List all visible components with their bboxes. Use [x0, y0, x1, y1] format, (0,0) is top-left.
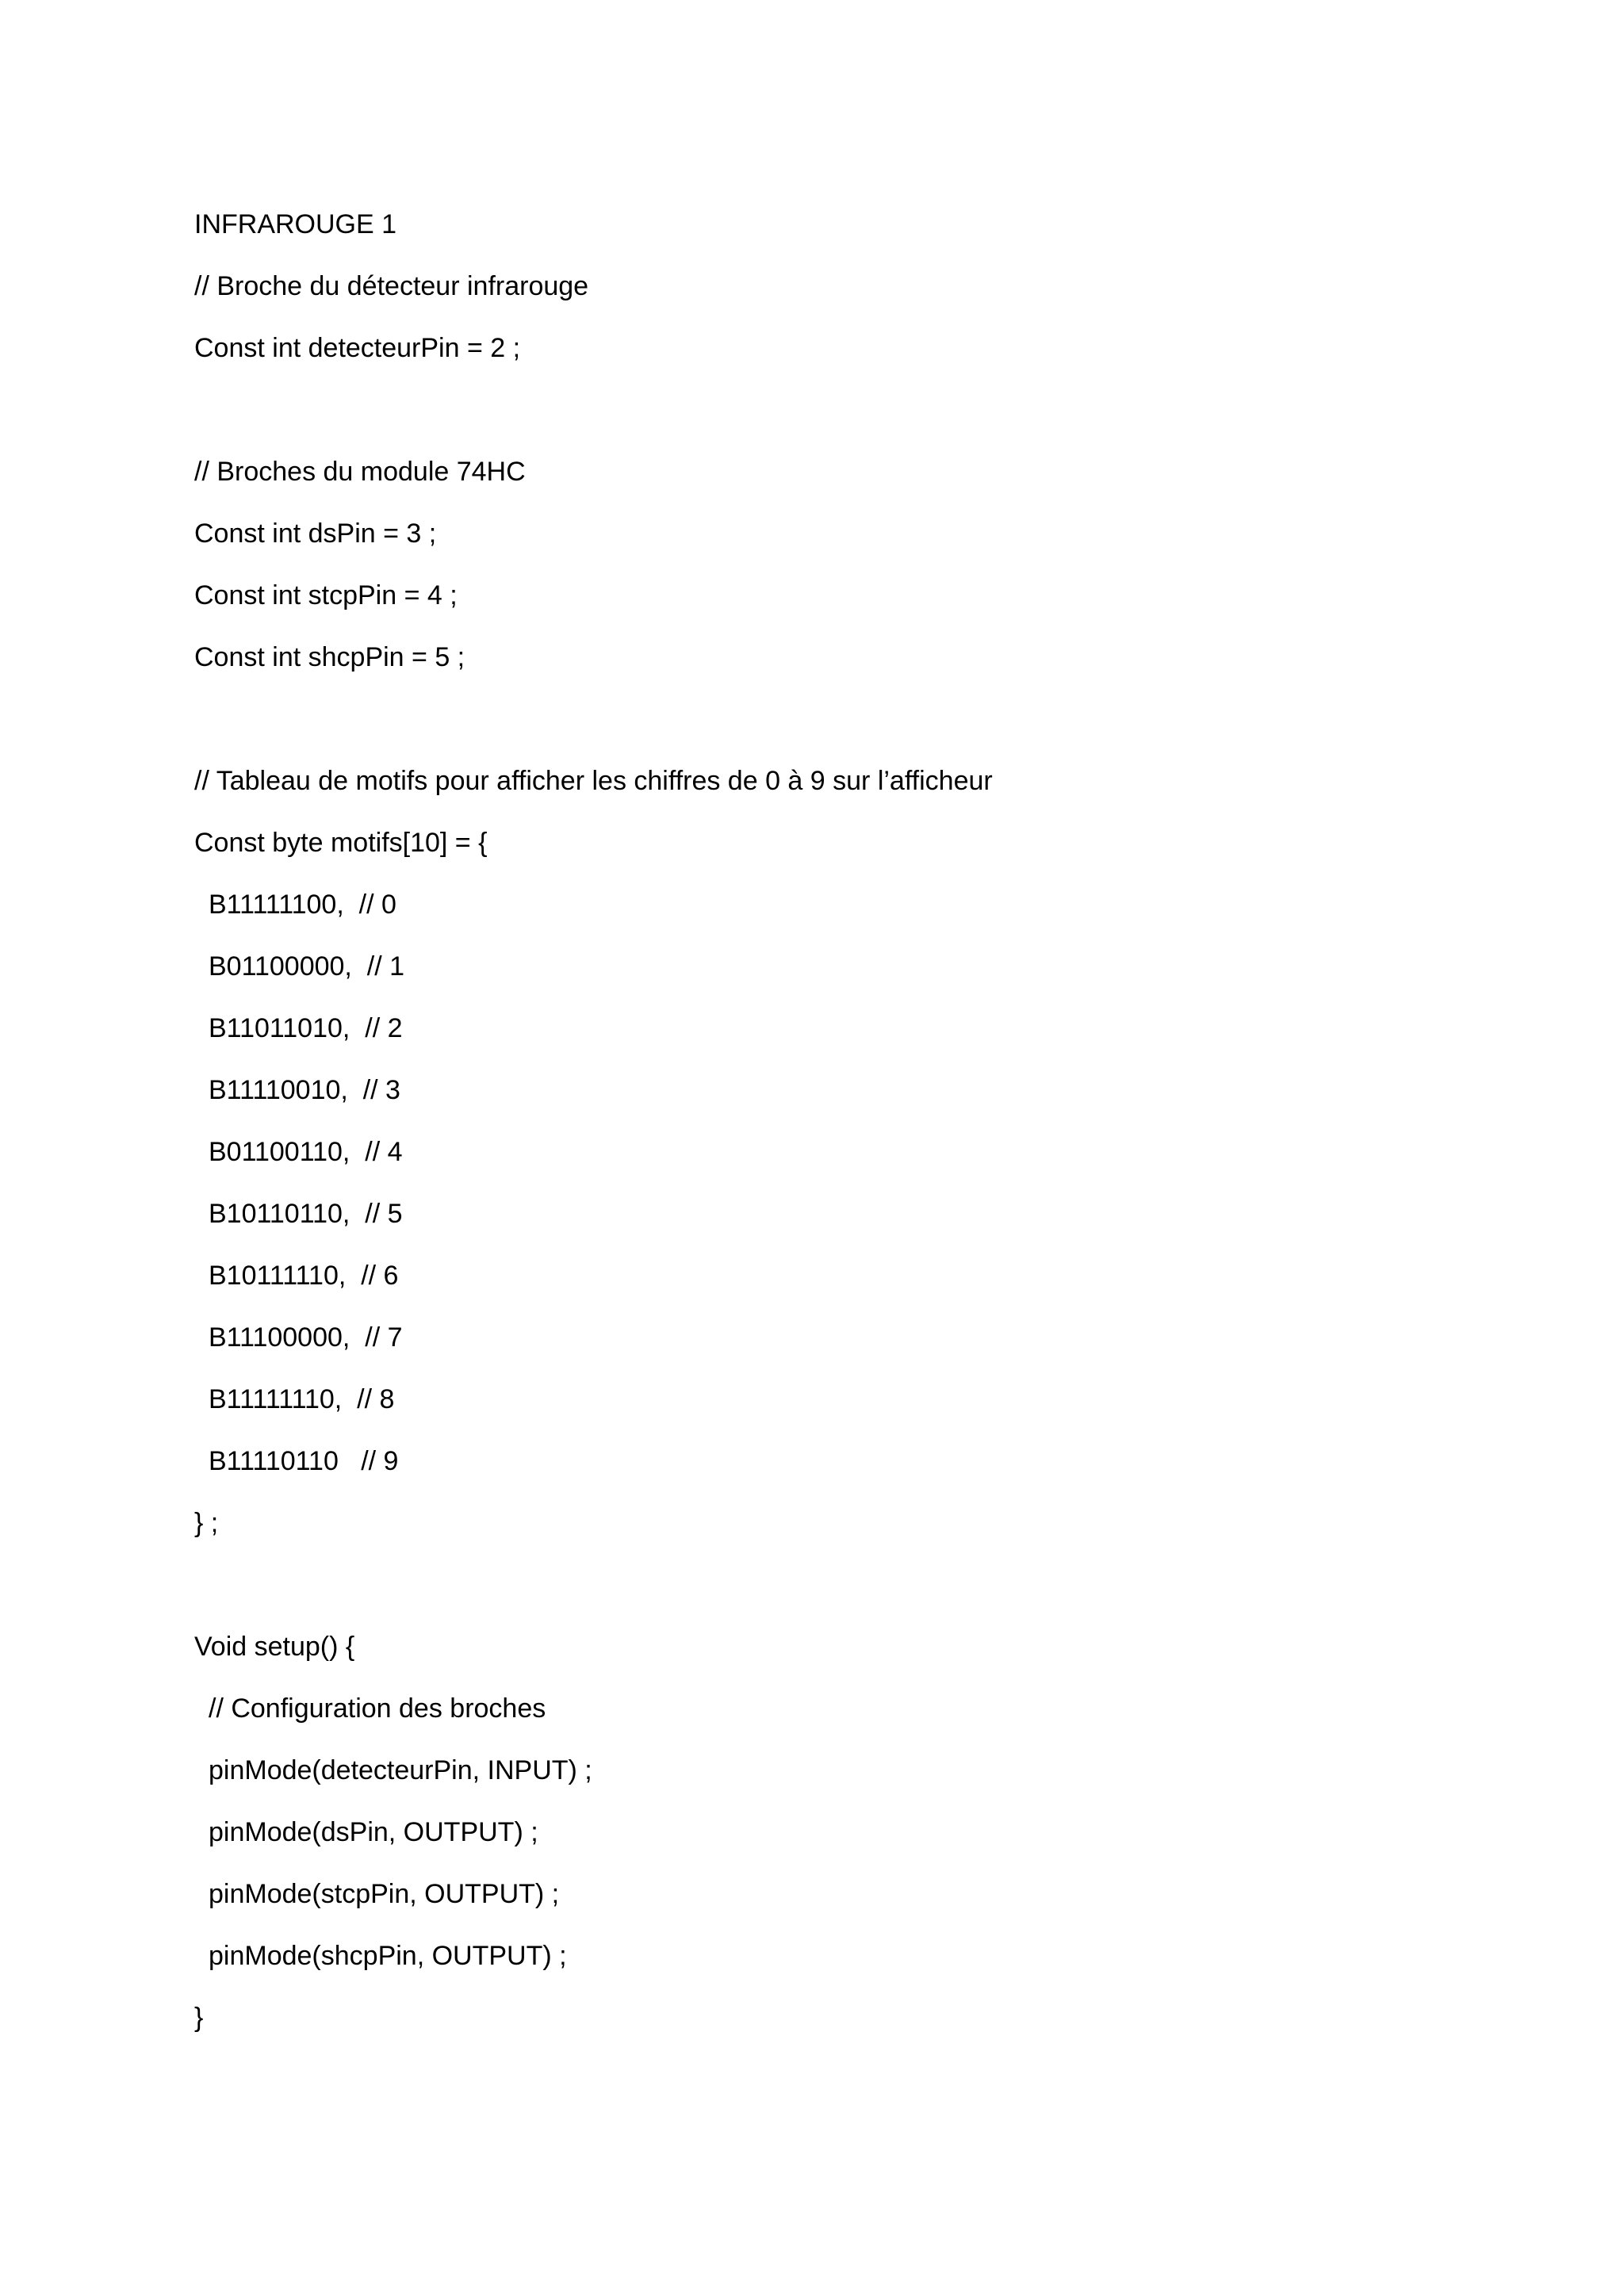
- code-line: }: [194, 2003, 204, 2033]
- code-line: pinMode(detecteurPin, INPUT) ;: [209, 1755, 592, 1785]
- code-line: B11011010, // 2: [209, 1013, 403, 1043]
- code-line: } ;: [194, 1508, 219, 1538]
- code-line: // Broche du détecteur infrarouge: [194, 271, 589, 301]
- code-line: B10111110, // 6: [209, 1261, 399, 1291]
- code-line: B11111100, // 0: [209, 890, 396, 920]
- code-line: Const int stcpPin = 4 ;: [194, 580, 458, 610]
- code-line: Const int shcpPin = 5 ;: [194, 642, 465, 672]
- code-line: B11100000, // 7: [209, 1322, 403, 1353]
- code-line: B01100000, // 1: [209, 951, 405, 982]
- code-line: // Broches du module 74HC: [194, 457, 526, 487]
- blank-line: [194, 379, 1542, 441]
- code-listing: [194, 193, 1542, 2049]
- code-line: Const int detecteurPin = 2 ;: [194, 333, 521, 363]
- code-line: // Tableau de motifs pour afficher les chiffres de 0 à 9 sur l’afficheur: [194, 766, 993, 796]
- code-line: B11111110, // 8: [209, 1384, 395, 1414]
- code-line: B11110010, // 3: [209, 1075, 400, 1105]
- code-line: pinMode(dsPin, OUTPUT) ;: [209, 1817, 538, 1847]
- code-line: B01100110, // 4: [209, 1137, 403, 1167]
- code-line: Const byte motifs[10] = {: [194, 828, 488, 858]
- code-line: B10110110, // 5: [209, 1199, 403, 1229]
- blank-line: [194, 1554, 1542, 1616]
- code-line: Const int dsPin = 3 ;: [194, 519, 437, 549]
- code-line: pinMode(shcpPin, OUTPUT) ;: [209, 1941, 567, 1971]
- code-line: pinMode(stcpPin, OUTPUT) ;: [209, 1879, 560, 1909]
- code-line: Void setup() {: [194, 1632, 355, 1662]
- code-line: B11110110 // 9: [209, 1446, 399, 1476]
- blank-line: [194, 688, 1542, 750]
- code-line: INFRAROUGE 1: [194, 209, 397, 239]
- code-line: // Configuration des broches: [209, 1693, 546, 1724]
